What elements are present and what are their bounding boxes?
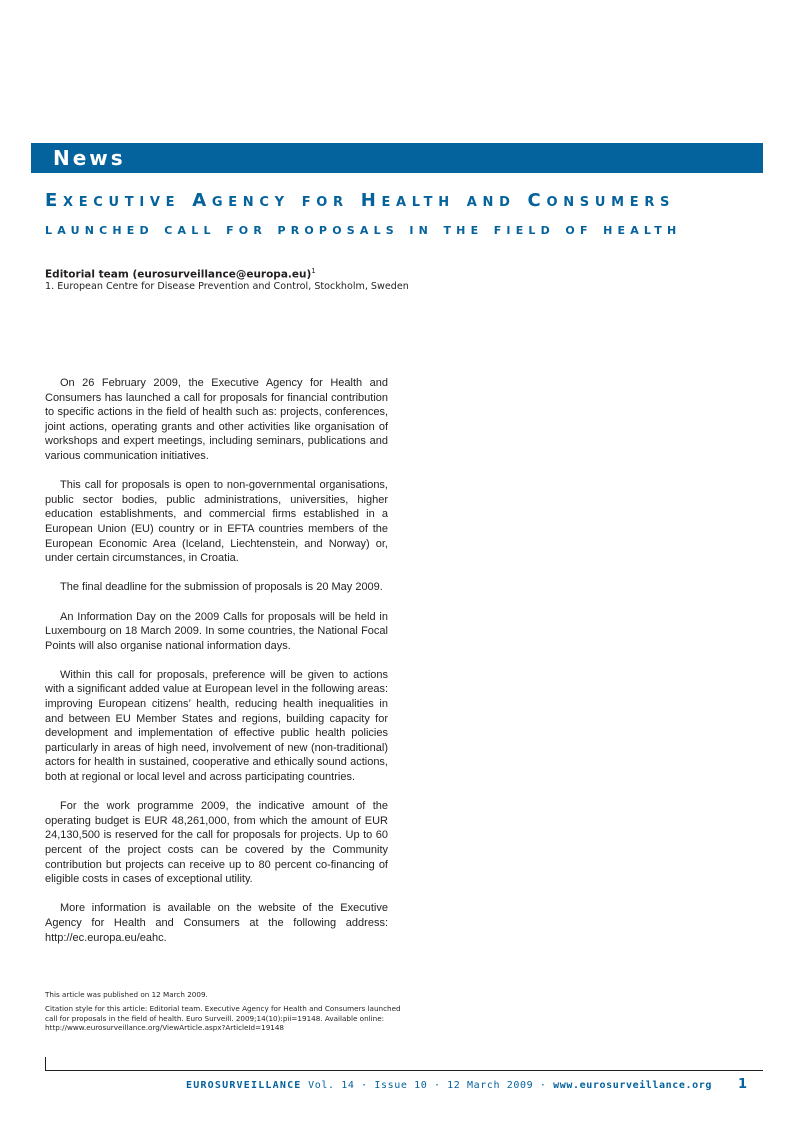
body-paragraph: For the work programme 2009, the indicative amount of the operating budget is EUR 48,261,000, from which the amount of EUR 24,130,500 is reserved for the call for proposals for projects. Up to 60 percent of the project costs can be covered by the Community contribution but projects can receive up to 80 percent co-financing of eligible costs in cases of exceptional utility. xyxy=(45,800,388,886)
author-affiliation-marker: 1 xyxy=(311,267,316,275)
body-paragraph: This call for proposals is open to non-governmental organisations, public sector bodies, public administrations, universities, higher education establishments, and commercial firms established in a European Union (EU) country or in EFTA countries members of the European Economic Area (Iceland, Liechtenstein, and Norway) or, under certain circumstances, in Croatia. xyxy=(45,479,388,565)
footer-rule xyxy=(45,1070,763,1071)
footer-rule-vertical xyxy=(45,1057,46,1071)
article-notes xyxy=(45,990,405,1038)
issue-info: Vol. 14 · Issue 10 · 12 March 2009 · xyxy=(308,1080,547,1091)
affiliation: 1. European Centre for Disease Prevention and Control, Stockholm, Sweden xyxy=(45,281,409,292)
author-name: Editorial team (eurosurveillance@europa.eu) xyxy=(45,268,312,281)
body-paragraph: Within this call for proposals, preference will be given to actions with a significant added value at European level in the following areas: improving European citizens’ health, reducing health inequalities in and between EU Member States and regions, building capacity for development and implementation of effective public health policies particularly in areas of high need, involvement of new (non-traditional) actors for health in sustained, cooperative and ethically sound actions, both at regional or local level and across participating countries. xyxy=(45,668,388,784)
body-paragraph: An Information Day on the 2009 Calls for proposals will be held in Luxembourg on 18 March 2009. In some countries, the National Focal Points will also organise national information days. xyxy=(45,610,388,652)
body-paragraph: On 26 February 2009, the Executive Agency for Health and Consumers has launched a call for proposals for financial contribution to specific actions in the field of health such as: projects, conferences, joint actions, operating grants and other activities like organisation of workshops and expert meetings, including seminars, publications and various communication initiatives. xyxy=(45,377,388,462)
section-label: News xyxy=(53,146,126,170)
body-paragraph: More information is available on the website of the Executive Agency for Health and Consumers at the following address: http://ec.europa.eu/eahc. xyxy=(45,902,388,944)
page-footer xyxy=(186,1080,712,1091)
section-banner xyxy=(31,143,763,173)
article-body xyxy=(45,376,388,960)
citation-note: Citation style for this article: Editorial team. Executive Agency for Health and Consumers launched call for proposals in the field of health. Euro Surveill. 2009;14(10):pii=19148. Available online: http://www.eurosurveillance.org/ViewArticle.aspx?ArticleId=19148 xyxy=(45,1004,401,1033)
body-paragraph: The final deadline for the submission of proposals is 20 May 2009. xyxy=(60,581,383,594)
published-note: This article was published on 12 March 2009. xyxy=(45,990,208,999)
journal-name: EUROSURVEILLANCE xyxy=(186,1080,302,1091)
article-title-line-2: launched call for proposals in the field of health xyxy=(45,220,682,238)
page-number: 1 xyxy=(738,1077,748,1092)
article-title-line-1: Executive Agency for Health and Consumers xyxy=(45,190,676,211)
article-title xyxy=(45,186,765,244)
journal-website-link[interactable]: www.eurosurveillance.org xyxy=(553,1080,713,1091)
author-line xyxy=(45,264,316,282)
